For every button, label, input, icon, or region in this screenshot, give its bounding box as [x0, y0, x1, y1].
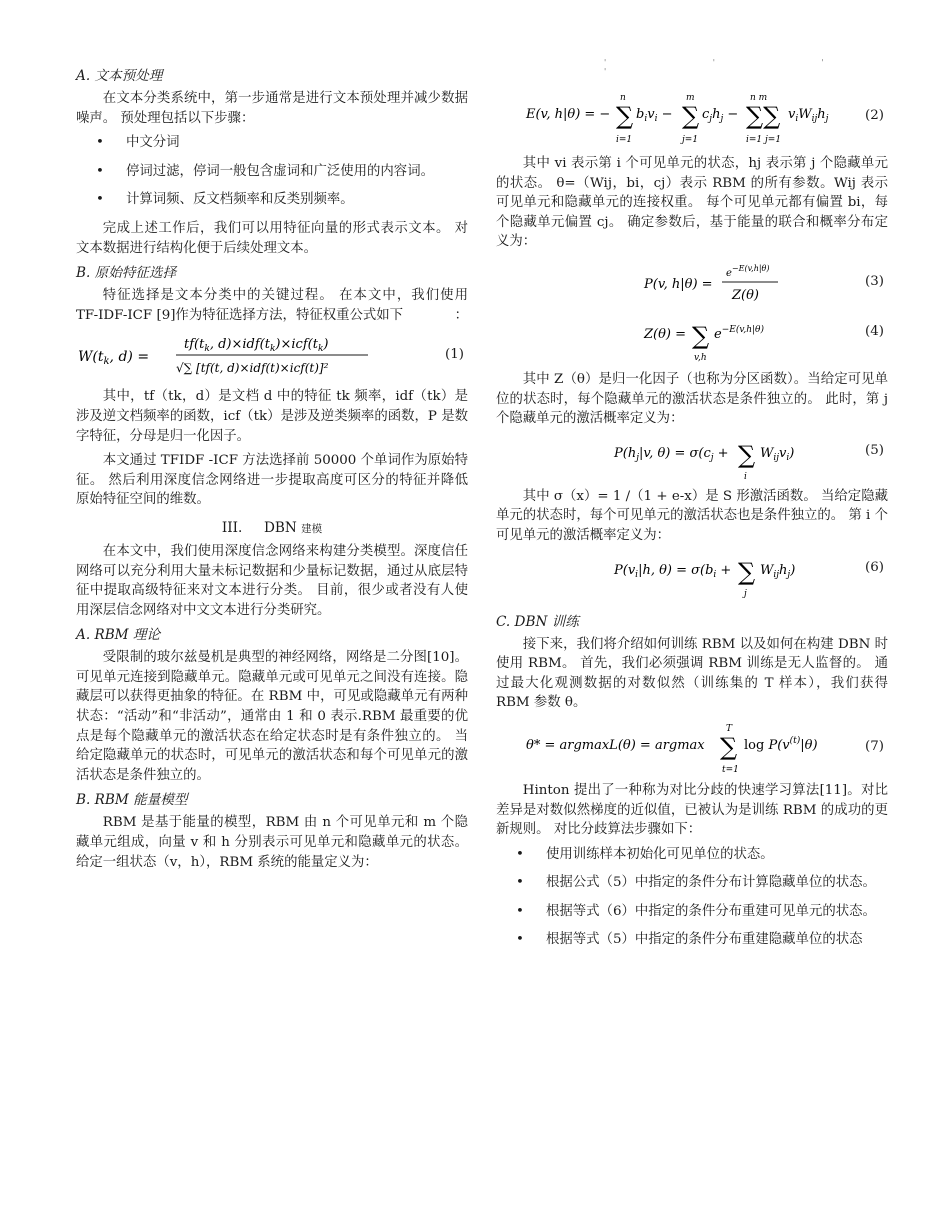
equation-3-formula	[496, 258, 888, 308]
svg-text:cjhj −: $c_jh_j$ −	[702, 107, 739, 124]
section-b-paragraph-1-end: ：	[454, 307, 468, 323]
paragraph-after-eq2: 其中 vi 表示第 i 个可见单元的状态，hj 表示第 j 个隐藏单元的状态。 θ=（Wij，bi，cj）表示 RBM 的所有参数。Wij 表示可见单元和隐藏单元的连接权重。 每个可见单元都有偏置 bi，每个隐藏单元偏置 cj。 确定参数后，基于能量的联合和概率分布定义为：	[496, 156, 888, 250]
section-a-heading: A. 文本预处理	[76, 68, 163, 84]
svg-text:e−E(v,h|θ): $e^{-E(v,h|\theta)}$	[726, 263, 770, 279]
section-a-paragraph-2: 完成上述工作后，我们可以用特征向量的形式表示文本。 对文本数据进行结构化便于后续处理文本。	[76, 220, 468, 256]
list-item: • 根据等式（6）中指定的条件分布重建可见单元的状态。	[496, 902, 888, 922]
section-3-title: DBN	[263, 519, 297, 536]
svg-text:∑: ∑	[738, 440, 756, 469]
list-item: • 中文分词	[76, 133, 468, 153]
section-b-paragraph-3: 本文通过 TFIDF -ICF 方法选择前 50000 个单词作为原始特征。 然后利用深度信念网络进一步提取高度可区分的特征并降低原始特征空间的维数。	[76, 453, 468, 508]
section-b-heading: B. 原始特征选择	[76, 265, 177, 282]
preprocessing-list	[76, 133, 468, 210]
eq1-lhs: W(t	[78, 349, 104, 366]
svg-text:Wijvi): $W_{ij}v_i$)	[760, 445, 795, 463]
cd-algorithm-list	[496, 845, 888, 950]
equation-7	[496, 719, 888, 775]
equation-3	[496, 258, 888, 308]
svg-text:∑: ∑	[682, 102, 700, 130]
equation-3-number: (3)	[865, 273, 884, 289]
section-c-paragraph-2: Hinton 提出了一种称为对比分歧的快速学习算法[11]。对比差异是对数似然梯度的近似值，已被认为是训练 RBM 的成功的更新规则。 对比分歧算法步骤如下：	[496, 782, 888, 838]
list-item: • 根据等式（5）中指定的条件分布重建隐藏单位的状态	[496, 930, 888, 950]
svg-text:E(v, h|θ) = −: E(v, h|θ) = −	[526, 107, 611, 122]
equation-6-formula	[496, 552, 888, 598]
section-a-paragraph-1: 在文本分类系统中，第一步通常是进行文本预处理并减少数据噪声。 预处理包括以下步骤：	[76, 91, 468, 126]
svg-text:∑∑: ∑∑	[746, 102, 781, 130]
equation-4-number: (4)	[865, 323, 884, 339]
equation-1	[76, 331, 468, 381]
equation-1-formula	[76, 331, 468, 381]
equation-7-formula	[496, 719, 888, 775]
equation-6-number: (6)	[865, 559, 884, 575]
svg-text:P(vi|h, θ) = σ(bi +: $P(v_i|h$, $\theta) = \sigma(b_i$ +	[614, 562, 732, 580]
section-b-paragraph-1-text: 特征选择是文本分类中的关键过程。 在本文中，我们使用 TF-IDF-ICF [9]作为特征选择方法，特征权重公式如下	[76, 288, 468, 323]
equation-1-number: (1)	[445, 347, 464, 363]
equation-5	[496, 435, 888, 481]
svg-text:v,h: v,h	[694, 352, 707, 363]
equation-2-formula	[496, 84, 888, 148]
list-item: • 停词过滤，停词一般包含虚词和广泛使用的内容词。	[76, 162, 468, 182]
svg-text:T: T	[726, 723, 733, 734]
svg-text:Z(θ): Z(θ)	[732, 287, 760, 303]
svg-text:t=1: t=1	[722, 764, 739, 775]
rbm-theory-heading: A. RBM 理论	[76, 627, 161, 644]
svg-text:bivi −: $b_iv_i$ −	[636, 107, 673, 124]
svg-text:Wijhj): $W_{ij}h_j$)	[760, 562, 796, 580]
list-item: • 计算词频、反文档频率和反类别频率。	[76, 190, 468, 210]
svg-text:i: i	[744, 471, 747, 481]
svg-text:log P(v(t)|θ): $\log P(v^{(t)}|\theta)$	[744, 735, 818, 753]
svg-text:i=1 j=1: i=1 j=1	[746, 135, 782, 145]
equation-5-formula	[496, 435, 888, 481]
paragraph-after-eq5: 其中 σ（x）= 1 /（1 + e-x）是 S 形激活函数。 当给定隐藏单元的状态时，每个可见单元的激活状态也是条件独立的。 第 i 个可见单元的激活概率定义为：	[496, 488, 888, 543]
list-item: • 使用训练样本初始化可见单位的状态。	[496, 845, 888, 865]
section-3-paragraph: 在本文中，我们使用深度信念网络来构建分类模型。深度信任网络可以充分利用大量未标记数据和少量标记数据，通过从底层特征中提取高级特征来对文本进行分类。 目前，很少或者没有人使用深层信念网络对中文文本进行分类研究。	[76, 543, 468, 618]
svg-text:θ* = argmaxL(θ) = argmax: θ* = argmaxL(θ) = argmax	[526, 737, 705, 753]
svg-text:j: j	[744, 588, 747, 598]
list-item: • 根据公式（5）中指定的条件分布计算隐藏单位的状态。	[496, 873, 888, 893]
section-3-number: III.	[221, 519, 243, 536]
section-c-paragraph-1: 接下来，我们将介绍如何训练 RBM 以及如何在构建 DBN 时使用 RBM。 首先，我们必须强调 RBM 训练是无人监督的。 通过最大化观测数据的对数似然（训练集的 T 样本），我们获得 RBM 参数 θ。	[496, 636, 888, 711]
equation-2	[496, 84, 888, 148]
svg-text:W(tk, d) =: $W(t_k$, d) =	[78, 349, 150, 368]
rbm-theory-paragraph: 受限制的玻尔兹曼机是典型的神经网络，网络是二分图[10]。 可见单元连接到隐藏单元。隐藏单元或可见单元之间没有连接。隐藏层可以获得更抽象的特征。在 RBM 中，可见或隐藏单元有两种状态：“活动”和“非活动”，通常由 1 和 0 表示.RBM 最重要的优点是每个隐藏单元的激活状态在给定状态时是有条件独立的。 当给定隐藏单元的状态时，可见单元的激活状态和每个可见单元的激活状态是条件独立的。	[76, 650, 468, 783]
svg-text:P(v, h|θ) =: P(v, h|θ) =	[644, 276, 713, 292]
equation-4-formula	[496, 314, 888, 364]
svg-text:√∑ [tf(t, d)×idf(t)×icf(t)]²: √∑ [tf(t, d)×idf(t)×icf(t)]²	[176, 361, 329, 376]
svg-text:viWijhj: $v_iW_{ij}h_j$	[788, 107, 829, 124]
svg-text:n: n	[620, 93, 626, 103]
section-b-paragraph-2: 其中，tf（tk，d）是文档 d 中的特征 tk 频率，idf（tk）是涉及逆文档频率的函数，icf（tk）是涉及逆类频率的函数，P 是数字特征，分母是归一化因子。	[76, 389, 468, 444]
svg-text:∑: ∑	[720, 732, 738, 761]
svg-text:∑: ∑	[692, 321, 710, 350]
section-c-heading: C. DBN 训练	[496, 613, 579, 630]
equation-5-number: (5)	[865, 442, 884, 458]
svg-text:e−E(v,h|θ): $e^{-E(v,h|\theta)}$	[714, 324, 764, 342]
eq1-numerator: tf(t	[184, 337, 205, 353]
svg-text:Z(θ) =: Z(θ) =	[644, 326, 687, 342]
section-3-title-suffix: 建模	[301, 522, 323, 535]
svg-text:m: m	[686, 93, 695, 103]
rbm-energy-paragraph: RBM 是基于能量的模型，RBM 由 n 个可见单元和 m 个隐藏单元组成，向量 v 和 h 分别表示可见单元和隐藏单元的状态。 给定一组状态（v，h），RBM 系统的能量定义为：	[76, 815, 468, 870]
svg-text:i=1: i=1	[616, 135, 633, 145]
section-3-heading	[76, 518, 468, 539]
right-column	[496, 62, 888, 959]
svg-text:j=1: j=1	[682, 135, 699, 145]
rbm-energy-heading: B. RBM 能量模型	[76, 792, 188, 809]
equation-6	[496, 552, 888, 598]
svg-text:tf(tk, d)×idf(tk)×icf(tk): $tf(t_k$, $d)\times idf(t_k)\times icf(t_k)$	[184, 337, 329, 355]
section-b-paragraph-1	[76, 286, 468, 325]
left-column	[76, 62, 468, 877]
header-marks: ' ' ' '	[604, 58, 876, 76]
svg-text:n m: n m	[750, 93, 768, 103]
svg-text:P(hj|v, θ) = σ(cj +: $P(h_j|v$, $\theta) = \sigma(c_j$ +	[614, 445, 729, 463]
equation-7-number: (7)	[865, 738, 884, 754]
svg-text:∑: ∑	[616, 102, 634, 130]
equation-2-number: (2)	[865, 108, 884, 123]
svg-text:∑: ∑	[738, 557, 756, 586]
paragraph-after-eq4: 其中 Z（θ）是归一化因子（也称为分区函数）。当给定可见单位的状态时，每个隐藏单元的激活状态是条件独立的。 此时，第 j 个隐藏单元的激活概率定义为：	[496, 371, 888, 427]
equation-4	[496, 314, 888, 364]
